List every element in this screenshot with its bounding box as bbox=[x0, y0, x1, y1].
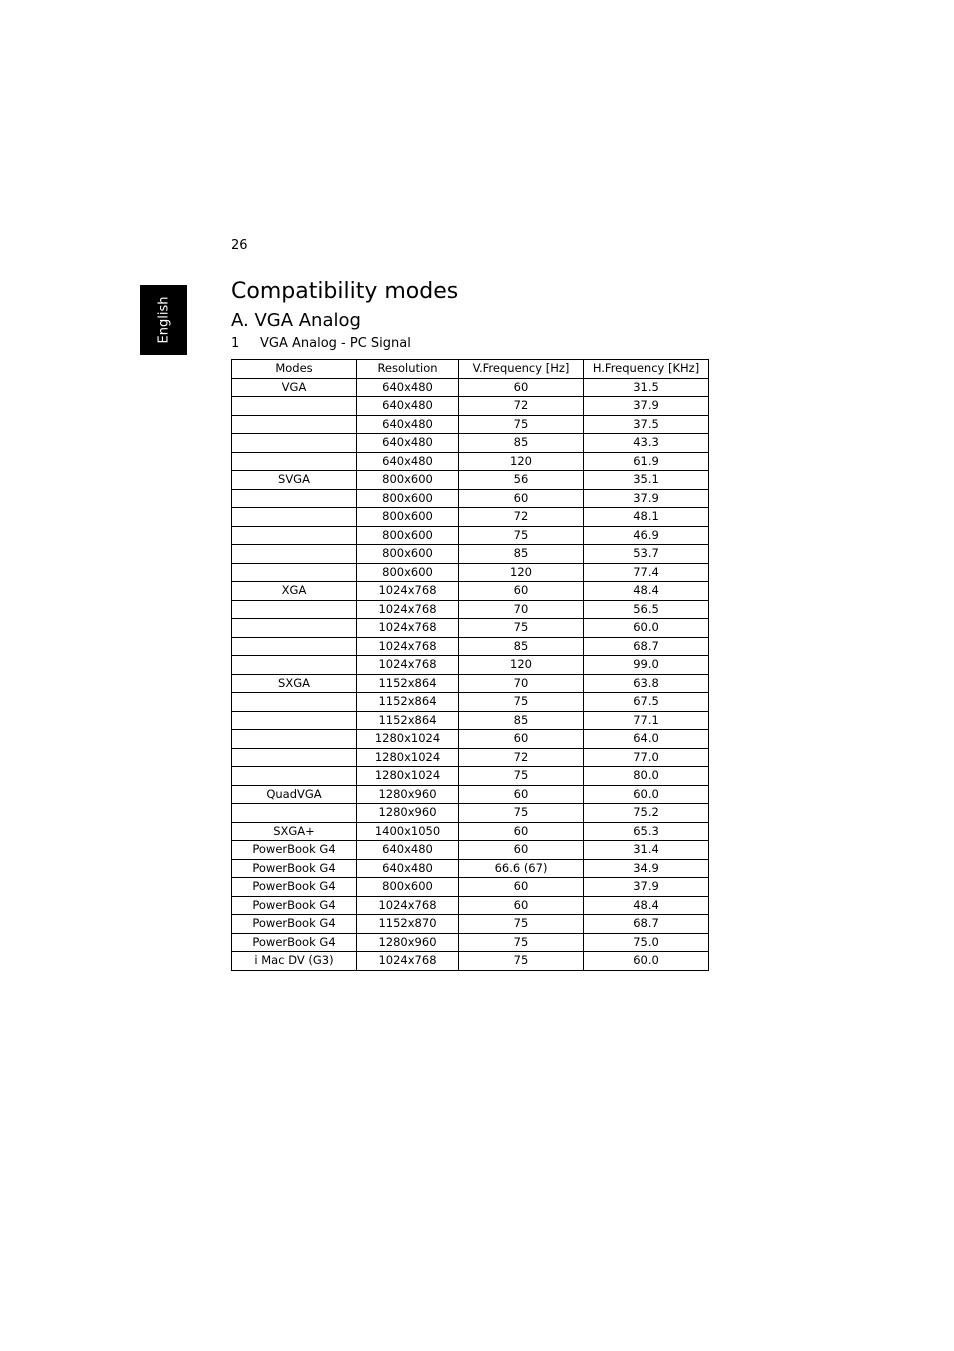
cell-resolution: 640x480 bbox=[357, 397, 459, 416]
cell-v-frequency: 75 bbox=[459, 693, 584, 712]
table-row bbox=[232, 915, 709, 934]
table-row bbox=[232, 489, 709, 508]
cell-h-frequency: 65.3 bbox=[584, 822, 709, 841]
cell-mode: PowerBook G4 bbox=[232, 896, 357, 915]
cell-v-frequency: 60 bbox=[459, 878, 584, 897]
cell-resolution: 640x480 bbox=[357, 434, 459, 453]
cell-h-frequency: 77.1 bbox=[584, 711, 709, 730]
cell-v-frequency: 70 bbox=[459, 674, 584, 693]
cell-h-frequency: 64.0 bbox=[584, 730, 709, 749]
cell-resolution: 1024x768 bbox=[357, 656, 459, 675]
table-row bbox=[232, 378, 709, 397]
cell-mode bbox=[232, 545, 357, 564]
cell-v-frequency: 72 bbox=[459, 397, 584, 416]
table-row bbox=[232, 582, 709, 601]
cell-mode bbox=[232, 637, 357, 656]
header-h-frequency: H.Frequency [KHz] bbox=[584, 360, 709, 379]
cell-resolution: 640x480 bbox=[357, 859, 459, 878]
cell-h-frequency: 37.9 bbox=[584, 878, 709, 897]
cell-v-frequency: 75 bbox=[459, 915, 584, 934]
cell-resolution: 800x600 bbox=[357, 526, 459, 545]
cell-mode bbox=[232, 748, 357, 767]
cell-mode: PowerBook G4 bbox=[232, 859, 357, 878]
cell-h-frequency: 68.7 bbox=[584, 915, 709, 934]
cell-v-frequency: 75 bbox=[459, 804, 584, 823]
cell-v-frequency: 72 bbox=[459, 748, 584, 767]
cell-resolution: 1280x1024 bbox=[357, 748, 459, 767]
cell-v-frequency: 75 bbox=[459, 415, 584, 434]
cell-resolution: 1024x768 bbox=[357, 896, 459, 915]
cell-resolution: 1152x864 bbox=[357, 711, 459, 730]
cell-h-frequency: 48.4 bbox=[584, 582, 709, 601]
cell-mode bbox=[232, 711, 357, 730]
cell-mode: QuadVGA bbox=[232, 785, 357, 804]
cell-resolution: 1024x768 bbox=[357, 637, 459, 656]
cell-resolution: 1152x864 bbox=[357, 693, 459, 712]
cell-resolution: 1024x768 bbox=[357, 582, 459, 601]
table-row bbox=[232, 637, 709, 656]
cell-resolution: 1280x1024 bbox=[357, 730, 459, 749]
table-row bbox=[232, 878, 709, 897]
cell-resolution: 1024x768 bbox=[357, 600, 459, 619]
cell-h-frequency: 37.5 bbox=[584, 415, 709, 434]
cell-h-frequency: 75.2 bbox=[584, 804, 709, 823]
cell-v-frequency: 60 bbox=[459, 730, 584, 749]
cell-v-frequency: 60 bbox=[459, 489, 584, 508]
language-tab-label: English bbox=[156, 296, 171, 344]
cell-h-frequency: 35.1 bbox=[584, 471, 709, 490]
cell-mode bbox=[232, 397, 357, 416]
cell-h-frequency: 99.0 bbox=[584, 656, 709, 675]
cell-h-frequency: 48.4 bbox=[584, 896, 709, 915]
cell-h-frequency: 37.9 bbox=[584, 397, 709, 416]
table-row bbox=[232, 841, 709, 860]
table-row bbox=[232, 804, 709, 823]
cell-h-frequency: 77.0 bbox=[584, 748, 709, 767]
cell-h-frequency: 75.0 bbox=[584, 933, 709, 952]
cell-h-frequency: 77.4 bbox=[584, 563, 709, 582]
cell-v-frequency: 85 bbox=[459, 711, 584, 730]
table-row bbox=[232, 748, 709, 767]
cell-mode: XGA bbox=[232, 582, 357, 601]
cell-h-frequency: 48.1 bbox=[584, 508, 709, 527]
table-row bbox=[232, 730, 709, 749]
cell-h-frequency: 31.4 bbox=[584, 841, 709, 860]
cell-resolution: 1024x768 bbox=[357, 952, 459, 971]
table-row bbox=[232, 933, 709, 952]
table-row bbox=[232, 452, 709, 471]
page-number: 26 bbox=[231, 238, 248, 253]
cell-h-frequency: 37.9 bbox=[584, 489, 709, 508]
cell-mode: PowerBook G4 bbox=[232, 878, 357, 897]
cell-mode bbox=[232, 563, 357, 582]
cell-v-frequency: 60 bbox=[459, 378, 584, 397]
cell-v-frequency: 72 bbox=[459, 508, 584, 527]
cell-resolution: 1400x1050 bbox=[357, 822, 459, 841]
cell-h-frequency: 60.0 bbox=[584, 785, 709, 804]
cell-resolution: 800x600 bbox=[357, 508, 459, 527]
cell-v-frequency: 75 bbox=[459, 767, 584, 786]
cell-v-frequency: 75 bbox=[459, 952, 584, 971]
cell-mode bbox=[232, 600, 357, 619]
table-row bbox=[232, 896, 709, 915]
table-row bbox=[232, 415, 709, 434]
cell-v-frequency: 60 bbox=[459, 822, 584, 841]
table-row bbox=[232, 526, 709, 545]
cell-resolution: 1280x1024 bbox=[357, 767, 459, 786]
cell-v-frequency: 75 bbox=[459, 933, 584, 952]
cell-resolution: 800x600 bbox=[357, 471, 459, 490]
section-heading: A. VGA Analog bbox=[231, 310, 361, 331]
cell-v-frequency: 60 bbox=[459, 582, 584, 601]
cell-v-frequency: 85 bbox=[459, 545, 584, 564]
cell-h-frequency: 60.0 bbox=[584, 619, 709, 638]
cell-mode: SXGA bbox=[232, 674, 357, 693]
cell-h-frequency: 31.5 bbox=[584, 378, 709, 397]
cell-v-frequency: 70 bbox=[459, 600, 584, 619]
table-row bbox=[232, 711, 709, 730]
page-title: Compatibility modes bbox=[231, 279, 459, 304]
table-row bbox=[232, 785, 709, 804]
cell-h-frequency: 67.5 bbox=[584, 693, 709, 712]
cell-h-frequency: 63.8 bbox=[584, 674, 709, 693]
header-resolution: Resolution bbox=[357, 360, 459, 379]
cell-resolution: 800x600 bbox=[357, 489, 459, 508]
cell-resolution: 640x480 bbox=[357, 378, 459, 397]
table-row bbox=[232, 822, 709, 841]
cell-mode: i Mac DV (G3) bbox=[232, 952, 357, 971]
cell-mode bbox=[232, 656, 357, 675]
cell-h-frequency: 80.0 bbox=[584, 767, 709, 786]
language-tab bbox=[140, 285, 187, 355]
cell-resolution: 800x600 bbox=[357, 545, 459, 564]
cell-mode bbox=[232, 526, 357, 545]
cell-resolution: 640x480 bbox=[357, 452, 459, 471]
table-row bbox=[232, 767, 709, 786]
table-row bbox=[232, 545, 709, 564]
cell-mode: PowerBook G4 bbox=[232, 841, 357, 860]
cell-h-frequency: 60.0 bbox=[584, 952, 709, 971]
table-row bbox=[232, 656, 709, 675]
table-caption bbox=[231, 335, 411, 352]
cell-mode bbox=[232, 452, 357, 471]
cell-mode bbox=[232, 767, 357, 786]
cell-resolution: 1280x960 bbox=[357, 933, 459, 952]
cell-v-frequency: 60 bbox=[459, 896, 584, 915]
cell-v-frequency: 60 bbox=[459, 785, 584, 804]
cell-mode: SVGA bbox=[232, 471, 357, 490]
header-v-frequency: V.Frequency [Hz] bbox=[459, 360, 584, 379]
cell-h-frequency: 68.7 bbox=[584, 637, 709, 656]
cell-mode bbox=[232, 415, 357, 434]
cell-mode bbox=[232, 693, 357, 712]
cell-resolution: 640x480 bbox=[357, 841, 459, 860]
caption-number: 1 bbox=[231, 336, 240, 351]
cell-resolution: 1024x768 bbox=[357, 619, 459, 638]
table-row bbox=[232, 563, 709, 582]
cell-v-frequency: 75 bbox=[459, 526, 584, 545]
cell-mode: SXGA+ bbox=[232, 822, 357, 841]
table-row bbox=[232, 471, 709, 490]
cell-mode bbox=[232, 804, 357, 823]
cell-resolution: 1280x960 bbox=[357, 785, 459, 804]
table-header-row bbox=[232, 360, 709, 379]
table-body bbox=[232, 378, 709, 970]
cell-mode bbox=[232, 619, 357, 638]
cell-v-frequency: 66.6 (67) bbox=[459, 859, 584, 878]
cell-h-frequency: 61.9 bbox=[584, 452, 709, 471]
cell-v-frequency: 85 bbox=[459, 637, 584, 656]
cell-mode: PowerBook G4 bbox=[232, 915, 357, 934]
cell-v-frequency: 120 bbox=[459, 563, 584, 582]
cell-v-frequency: 75 bbox=[459, 619, 584, 638]
cell-h-frequency: 56.5 bbox=[584, 600, 709, 619]
compatibility-table bbox=[231, 359, 709, 971]
table-row bbox=[232, 600, 709, 619]
cell-mode bbox=[232, 730, 357, 749]
cell-v-frequency: 120 bbox=[459, 656, 584, 675]
cell-resolution: 800x600 bbox=[357, 563, 459, 582]
cell-resolution: 1280x960 bbox=[357, 804, 459, 823]
cell-mode: VGA bbox=[232, 378, 357, 397]
cell-mode bbox=[232, 489, 357, 508]
cell-resolution: 640x480 bbox=[357, 415, 459, 434]
cell-resolution: 1152x870 bbox=[357, 915, 459, 934]
cell-v-frequency: 85 bbox=[459, 434, 584, 453]
table-row bbox=[232, 434, 709, 453]
caption-text: VGA Analog - PC Signal bbox=[260, 336, 411, 351]
cell-h-frequency: 46.9 bbox=[584, 526, 709, 545]
table-row bbox=[232, 619, 709, 638]
cell-v-frequency: 60 bbox=[459, 841, 584, 860]
table-row bbox=[232, 952, 709, 971]
table-row bbox=[232, 859, 709, 878]
table-row bbox=[232, 508, 709, 527]
cell-resolution: 1152x864 bbox=[357, 674, 459, 693]
table-row bbox=[232, 693, 709, 712]
cell-resolution: 800x600 bbox=[357, 878, 459, 897]
cell-mode bbox=[232, 434, 357, 453]
cell-mode bbox=[232, 508, 357, 527]
table-row bbox=[232, 674, 709, 693]
table-row bbox=[232, 397, 709, 416]
cell-mode: PowerBook G4 bbox=[232, 933, 357, 952]
cell-v-frequency: 120 bbox=[459, 452, 584, 471]
header-modes: Modes bbox=[232, 360, 357, 379]
cell-h-frequency: 53.7 bbox=[584, 545, 709, 564]
cell-h-frequency: 43.3 bbox=[584, 434, 709, 453]
cell-h-frequency: 34.9 bbox=[584, 859, 709, 878]
cell-v-frequency: 56 bbox=[459, 471, 584, 490]
